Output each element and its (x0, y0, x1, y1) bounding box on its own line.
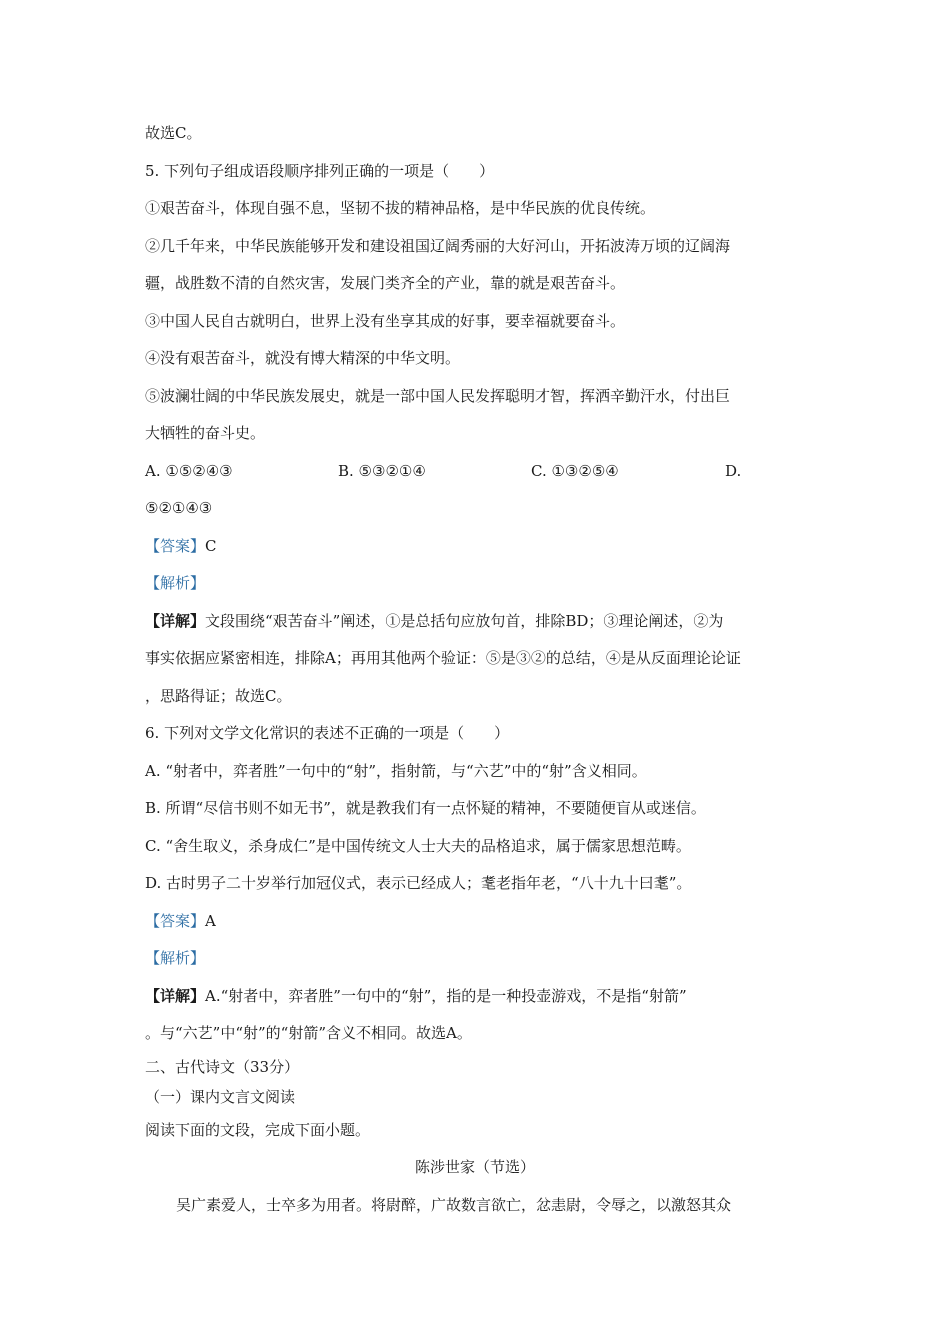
q6-detail-tag: 【详解】 (145, 987, 206, 1005)
q5-detail-row-1 (145, 611, 723, 631)
q5-option-c: C. ①③②⑤④ (531, 462, 619, 480)
q6-analysis-tag: 【解析】 (145, 949, 206, 967)
q5-option-d-value: ⑤②①④③ (145, 499, 213, 517)
passage-paragraph-1: 吴广素爱人，士卒多为用者。将尉醉，广故数言欲亡，忿恚尉，令辱之，以激怒其众 (176, 1196, 732, 1214)
q5-detail-tag: 【详解】 (145, 612, 206, 630)
section-heading: 二、古代诗文（33分） (145, 1058, 300, 1076)
passage-title: 陈涉世家（节选） (414, 1158, 535, 1176)
top-line: 故选C。 (145, 124, 202, 142)
q5-answer: C (205, 537, 217, 555)
section-instruction: 阅读下面的文段，完成下面小题。 (145, 1121, 371, 1139)
q5-option-a: A. ①⑤②④③ (145, 462, 233, 480)
q6-detail-1: A.“射者中，弈者胜”一句中的“射”，指的是一种投壶游戏，不是指“射箭” (205, 987, 687, 1005)
q6-detail-row-1 (145, 986, 687, 1006)
section-subheading: （一）课内文言文阅读 (145, 1088, 296, 1106)
q5-sentence-1: ①艰苦奋斗，体现自强不息，坚韧不拔的精神品格，是中华民族的优良传统。 (145, 199, 656, 217)
q6-answer: A (205, 912, 216, 930)
q6-answer-tag: 【答案】 (145, 912, 206, 930)
q5-sentence-2b: 疆，战胜数不清的自然灾害，发展门类齐全的产业，靠的就是艰苦奋斗。 (145, 274, 626, 292)
q5-sentence-2a: ②几千年来，中华民族能够开发和建设祖国辽阔秀丽的大好河山，开拓波涛万顷的辽阔海 (145, 237, 731, 255)
q6-option-d: D. 古时男子二十岁举行加冠仪式，表示已经成人；耄老指年老，“八十九十曰耄”。 (145, 874, 692, 892)
q5-answer-row (145, 536, 217, 556)
q5-sentence-5a: ⑤波澜壮阔的中华民族发展史，就是一部中国人民发挥聪明才智，挥洒辛勤汗水，付出巨 (145, 387, 731, 405)
q5-sentence-5b: 大牺牲的奋斗史。 (145, 424, 266, 442)
q5-detail-1: 文段围绕“艰苦奋斗”阐述，①是总括句应放句首，排除BD；③理论阐述，②为 (205, 612, 724, 630)
q5-option-b: B. ⑤③②①④ (338, 462, 426, 480)
q6-option-c: C. “舍生取义，杀身成仁”是中国传统文人士大夫的品格追求，属于儒家思想范畴。 (145, 837, 691, 855)
q6-stem: 6. 下列对文学文化常识的表述不正确的一项是（ ） (145, 724, 510, 742)
q5-answer-tag: 【答案】 (145, 537, 206, 555)
q5-sentence-4: ④没有艰苦奋斗，就没有博大精深的中华文明。 (145, 349, 461, 367)
q5-option-d: D. (725, 462, 742, 480)
q5-stem: 5. 下列句子组成语段顺序排列正确的一项是（ ） (145, 162, 495, 180)
q5-detail-3: ，思路得证；故选C。 (145, 687, 292, 705)
q6-option-a: A. “射者中，弈者胜”一句中的“射”，指射箭，与“六艺”中的“射”含义相同。 (145, 762, 647, 780)
q5-analysis-tag: 【解析】 (145, 574, 206, 592)
q6-answer-row (145, 911, 216, 931)
q6-detail-2: 。与“六艺”中“射”的“射箭”含义不相同。故选A。 (145, 1024, 472, 1042)
q6-option-b: B. 所谓“尽信书则不如无书”，就是教我们有一点怀疑的精神，不要随便盲从或迷信。 (145, 799, 706, 817)
q5-sentence-3: ③中国人民自古就明白，世界上没有坐享其成的好事，要幸福就要奋斗。 (145, 312, 626, 330)
q5-detail-2: 事实依据应紧密相连，排除A；再用其他两个验证：⑤是③②的总结，④是从反面理论论证 (145, 649, 741, 667)
